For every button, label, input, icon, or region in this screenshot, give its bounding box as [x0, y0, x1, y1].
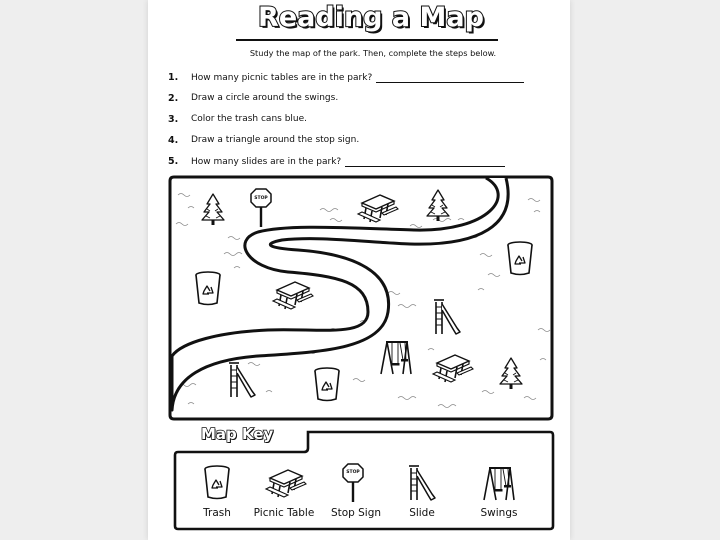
step-text: Color the trash cans blue. — [191, 114, 308, 124]
picnic-table-icon — [433, 355, 473, 382]
step-text: Draw a triangle around the stop sign. — [191, 135, 360, 145]
trash-can-icon — [315, 368, 339, 401]
worksheet-page — [148, 0, 570, 540]
stop-sign-icon — [251, 189, 271, 227]
swings-icon — [381, 342, 411, 374]
tree-icon — [427, 190, 449, 221]
tree-icon — [202, 194, 224, 225]
trash-can-icon — [205, 466, 229, 499]
map-key-label-swings: Swings — [480, 507, 518, 519]
map-key-label-picnic-table: Picnic Table — [253, 507, 315, 519]
tree-icon — [500, 358, 522, 389]
trash-can-icon — [508, 242, 532, 275]
map-key-label-slide: Slide — [409, 507, 435, 519]
worksheet-subtitle: Study the map of the park. Then, complete the steps below. — [249, 48, 497, 58]
picnic-table-icon — [273, 282, 313, 309]
step-text: Draw a circle around the swings. — [191, 93, 339, 103]
step-number: 2. — [168, 93, 179, 104]
park-map-drawing — [148, 0, 570, 540]
step-number: 4. — [168, 135, 179, 146]
step-text: How many picnic tables are in the park? — [191, 73, 373, 83]
step-number: 3. — [168, 114, 179, 125]
step-number: 5. — [168, 156, 179, 167]
trash-can-icon — [196, 272, 220, 305]
slide-icon — [434, 300, 460, 334]
stop-sign-text: STOP — [254, 196, 268, 201]
worksheet-title: Reading a Map — [258, 2, 484, 33]
park-path — [172, 178, 508, 410]
stop-sign-text: STOP — [346, 470, 360, 475]
step-text: How many slides are in the park? — [191, 157, 342, 167]
map-key-title: Map Key — [201, 425, 274, 443]
picnic-table-icon — [358, 195, 398, 222]
map-key-label-trash: Trash — [203, 507, 231, 519]
slide-icon — [229, 363, 255, 397]
map-key-label-stop-sign: Stop Sign — [330, 507, 382, 519]
step-number: 1. — [168, 72, 179, 83]
